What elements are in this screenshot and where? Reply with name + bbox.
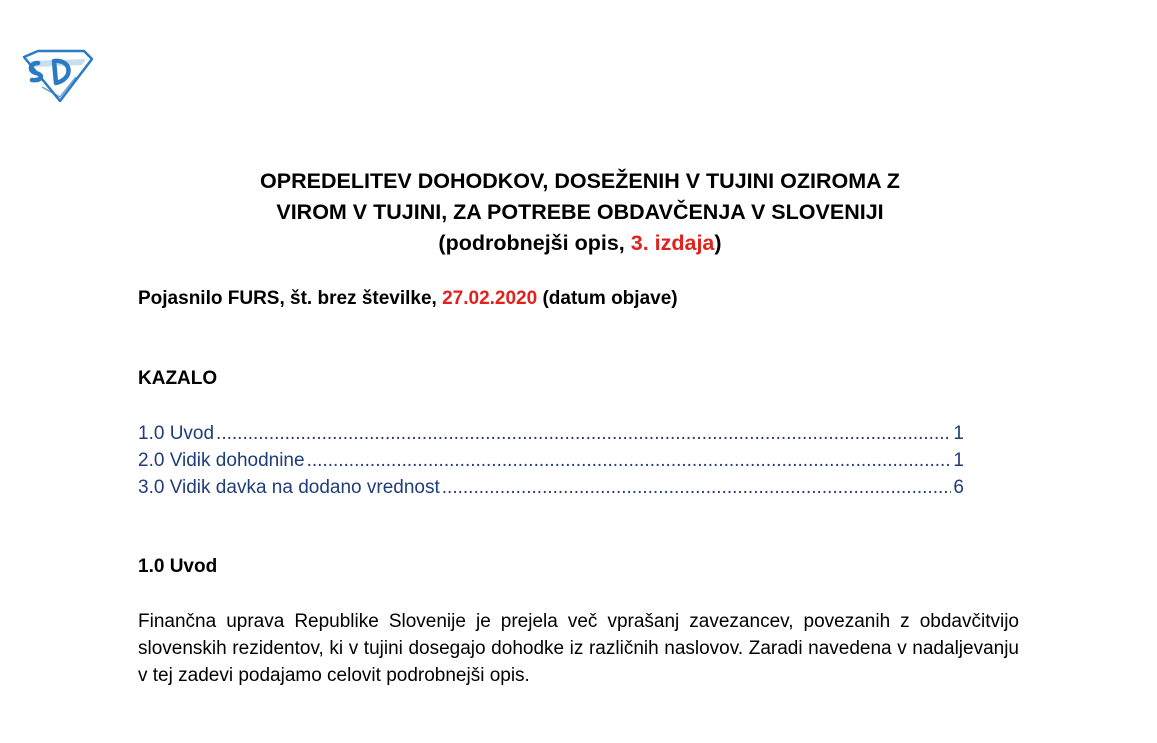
- document-title: [80, 166, 1080, 259]
- toc-leader-dots: [216, 421, 951, 447]
- edition-label: 3. izdaja: [630, 231, 715, 255]
- source-suffix: (datum objave): [537, 288, 678, 309]
- title-line-3-close: ): [714, 231, 722, 255]
- toc-item-dohodnina[interactable]: [138, 448, 964, 475]
- toc-item-label: 3.0 Vidik davka na dodano vrednost: [138, 477, 440, 498]
- section-heading-uvod: 1.0 Uvod: [138, 556, 218, 577]
- sd-logo-icon: [20, 47, 96, 103]
- toc-item-page: 6: [953, 477, 964, 498]
- toc-item-label: 2.0 Vidik dohodnine: [138, 450, 305, 471]
- toc-item-uvod[interactable]: [138, 421, 964, 448]
- toc-item-label: 1.0 Uvod: [138, 423, 215, 444]
- section-paragraph: Finančna uprava Republike Slovenije je prejela več vprašanj zavezancev, povezanih z obdavčitvijo slovenskih rezidentov, ki v tujini dosegajo dohodke iz različnih naslovov. Zaradi navedena v nadaljevanju v tej zadevi podajamo celovit podrobnejši opis.: [138, 611, 1019, 686]
- title-line-1: OPREDELITEV DOHODKOV, DOSEŽENIH V TUJINI OZIROMA Z: [260, 169, 900, 193]
- toc-item-page: 1: [953, 423, 964, 444]
- title-line-3-open: (podrobnejši opis,: [438, 231, 631, 255]
- toc-leader-dots: [442, 475, 952, 501]
- title-line-2: VIROM V TUJINI, ZA POTREBE OBDAVČENJA V SLOVENIJI: [276, 200, 884, 224]
- toc-item-page: 1: [953, 450, 964, 471]
- toc-item-ddv[interactable]: [138, 475, 964, 502]
- source-prefix: Pojasnilo FURS, št. brez številke,: [138, 288, 443, 309]
- toc-leader-dots: [307, 448, 952, 474]
- title-line-3: [80, 228, 1080, 259]
- publication-date: 27.02.2020: [442, 288, 538, 309]
- toc-heading: KAZALO: [138, 368, 218, 389]
- source-line: [138, 286, 678, 312]
- table-of-contents: [138, 421, 964, 502]
